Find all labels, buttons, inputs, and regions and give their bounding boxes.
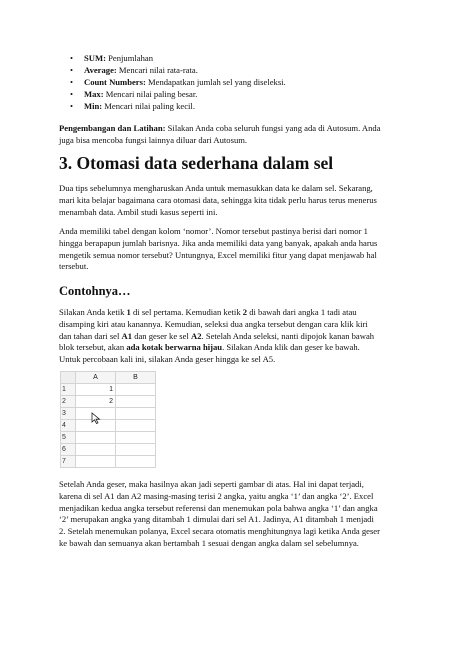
cell-b2 [116,396,156,408]
list-item [70,77,404,89]
text-span: di bawah dari angka 1 tadi atau [247,307,357,317]
function-term: Max: [84,89,104,99]
text-line: tersebut. [59,261,89,272]
corner-cell [61,372,76,384]
text-line: Dua tips sebelumnya mengharuskan Anda untuk memasukkan data ke dalam sel. Sekarang, [59,183,373,193]
text-line: disamping kiri atau kanannya. Kemudian, seleksi dua angka tersebut dengan cara klik kiri [59,318,368,329]
cell-a5 [76,432,116,444]
text-line: ‘2’ merupakan angka yang ditambah 1 dimulai dari sel A1. Jadinya, A1 ditambah 1 menjadi [59,514,374,525]
text-line: Untuk percobaan kali ini, silakan Anda geser hingga ke sel A5. [59,354,276,365]
practice-paragraph [59,123,411,147]
text-span: . Silakan Anda klik dan geser ke bawah. [222,342,360,353]
text-line: mengetik semua nomor tersebut? Untungnya, Excel memiliki fitur yang dapat menjawab hal [59,249,377,260]
section-heading: 3. Otomasi data sederhana dalam sel [59,153,334,173]
text-line: Setelah Anda geser, maka hasilnya akan jadi seperti gambar di atas. Hal ini dapat terjadi, [59,479,364,489]
text-line: 2. Setelah menemukan polanya, Excel secara otomatis menghitungnya lagi ketika Anda geser [59,526,380,537]
text-line: hingga berapapun jumlah barisnya. Jika anda memiliki data yang banyak, apakah anda harus [59,237,378,248]
text-line: Anda memiliki tabel dengan kolom ‘nomor’. Nomor tersebut pastinya berisi dari nomor 1 [59,226,368,236]
bullet-icon: • [70,77,74,87]
text-span: dan geser ke sel [132,330,191,341]
text-line: menjadikan kedua angka tersebut referensi dan menemukan pola bahwa angka ‘1’ dan angka [59,502,378,513]
row-header: 3 [61,408,76,420]
column-header-b: B [116,372,156,384]
bullet-icon: • [70,101,74,111]
cell-b4 [116,420,156,432]
cell-b5 [116,432,156,444]
practice-lead: Pengembangan dan Latihan: [59,123,166,133]
text-line: ke bawah dan semuanya akan bertambah 1 sesuai dengan angka dalam sel sebelumnya. [59,537,359,548]
text-span: blok tersebut, akan [59,342,127,353]
text-line: mari kita belajar bagaimana cara otomasi data, sehingga kita tidak perlu harus terus menerus [59,194,377,205]
spreadsheet-screenshot [60,371,157,468]
row-header: 7 [61,456,76,468]
list-item [70,65,404,77]
cell-a2: 2 [76,396,116,408]
explanation-paragraph [59,479,411,550]
bold-span: A2 [191,330,202,341]
cell-b1 [116,384,156,396]
number-column-paragraph [59,226,411,273]
mouse-pointer-icon [91,412,101,424]
spreadsheet-grid [60,371,156,468]
function-term: Min: [84,101,103,111]
cell-a1: 1 [76,384,116,396]
cell-b7 [116,456,156,468]
list-item [70,53,404,65]
function-term: SUM: [84,53,106,63]
function-desc: Mencari nilai paling besar. [103,89,198,99]
row-header: 6 [61,444,76,456]
list-item [70,89,404,101]
function-desc: Mendapatkan jumlah sel yang diseleksi. [145,77,286,87]
instruction-paragraph [59,307,411,366]
function-desc: Mencari nilai rata-rata. [116,65,198,75]
text-span: Silakan Anda ketik [59,307,127,317]
function-term: Average: [84,65,117,75]
practice-text: juga bisa mencoba fungsi lainnya diluar dari Autosum. [59,134,248,145]
cell-a6 [76,444,116,456]
bold-span: 2 [242,307,248,317]
text-line: menambah data. Ambil studi kasus seperti ini. [59,206,218,217]
cell-b6 [116,444,156,456]
bullet-icon: • [70,65,74,75]
intro-paragraph [59,183,411,218]
row-header: 1 [61,384,76,396]
list-item [70,101,404,113]
text-line: karena di sel A1 dan A2 masing-masing terisi 2 angka, yaitu angka ‘1’ dan angka ‘2’. Excel [59,490,374,501]
bold-span: ada kotak berwarna hijau [126,342,223,353]
text-span: dan tahan dari sel [59,330,122,341]
row-header: 2 [61,396,76,408]
function-desc: Penjumlahan [105,53,153,63]
practice-text: Silakan Anda coba seluruh fungsi yang ada di Autosum. Anda [165,123,381,133]
text-span: . Setelah Anda seleksi, nanti dipojok kanan bawah [201,330,375,341]
cell-a7 [76,456,116,468]
function-term: Count Numbers: [84,77,146,87]
text-span: di sel pertama. Kemudian ketik [130,307,243,317]
bullet-icon: • [70,89,74,99]
row-header: 4 [61,420,76,432]
bold-span: 1 [126,307,131,317]
function-desc: Mencari nilai paling kecil. [102,101,195,111]
row-header: 5 [61,432,76,444]
cell-b3 [116,408,156,420]
example-heading: Contohnya… [59,284,131,298]
bold-span: A1 [121,330,133,341]
bullet-icon: • [70,53,74,63]
column-header-a: A [76,372,116,384]
